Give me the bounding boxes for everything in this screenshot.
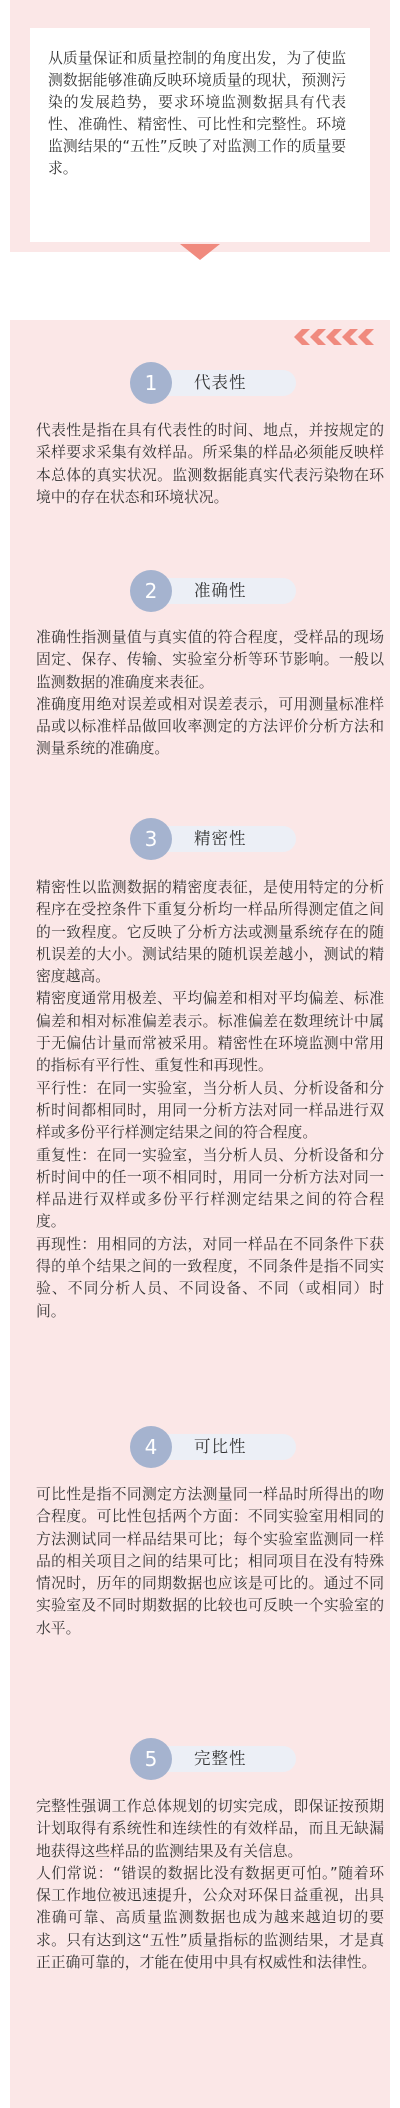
section-number-badge: 1: [130, 362, 172, 404]
intro-card: [30, 28, 370, 242]
section-paragraph: 精密性以监测数据的精密度表征，是使用特定的分析程序在受控条件下重复分析均一样品所得测定值之间的一致程度。它反映了分析方法或测量系统存在的随机误差的大小。测试结果的随机误差越小，测试的精密度越高。: [36, 879, 384, 986]
section-number-badge: 5: [130, 1738, 172, 1780]
section-5-body: [36, 1796, 384, 1974]
section-paragraph: 可比性是指不同测定方法测量同一样品时所得出的吻合程度。可比性包括两个方面：不同实验室用相同的方法测试同一样品结果可比；每个实验室监测同一样品的相关项目之间的结果可比；相同项目在没有特殊情况时，历年的同期数据也应该是可比的。通过不同实验室及不同时期数据的比较也可反映一个实验室的水平。: [36, 1486, 384, 1637]
section-4-body: [36, 1484, 384, 1640]
section-paragraph: 准确性指测量值与真实值的符合程度，受样品的现场固定、保存、传输、实验室分析等环节影响。一般以监测数据的准确度来表征。: [36, 629, 384, 691]
section-number-badge: 2: [130, 570, 172, 612]
intro-pointer-triangle: [180, 244, 220, 260]
section-paragraph: 准确度用绝对误差或相对误差表示，可用测量标准样品或以标准样品做回收率测定的方法评价分析方法和测量系统的准确度。: [36, 695, 384, 758]
section-1-body: [36, 420, 384, 509]
section-4-header: [130, 1426, 330, 1468]
section-2-body: [36, 627, 384, 761]
section-2-header: [130, 570, 330, 612]
section-title: 可比性: [194, 1437, 247, 1456]
section-paragraph: 平行性：在同一实验室，当分析人员、分析设备和分析时间都相同时，用同一分析方法对同一样品进行双样或多份平行样测定结果之间的符合程度。: [36, 1079, 384, 1142]
section-paragraph: 人们常说：“错误的数据比没有数据更可怕。”随着环保工作地位被迅速提升，公众对环保日益重视，出具准确可靠、高质量监测数据也成为越来越迫切的要求。只有达到这“五性”质量指标的监测结果，才是真正正确可靠的，才能在使用中具有权威性和法律性。: [36, 1864, 384, 1972]
section-5-header: [130, 1738, 330, 1780]
section-paragraph: 完整性强调工作总体规划的切实完成，即保证按预期计划取得有系统性和连续性的有效样品，而且无缺漏地获得这些样品的监测结果及有关信息。: [36, 1798, 384, 1860]
section-title: 精密性: [194, 829, 247, 848]
chevron-decoration-icon: [290, 328, 386, 346]
section-3-body: [36, 877, 384, 1323]
section-paragraph: 精密度通常用极差、平均偏差和相对平均偏差、标准偏差和相对标准偏差表示。标准偏差在数理统计中属于无偏估计量而常被采用。精密性在环境监测中常用的指标有平行性、重复性和再现性。: [36, 990, 384, 1075]
intro-text: 从质量保证和质量控制的角度出发，为了使监测数据能够准确反映环境质量的现状，预测污染的发展趋势，要求环境监测数据具有代表性、准确性、精密性、可比性和完整性。环境监测结果的“五性”反映了对监测工作的质量要求。: [48, 50, 346, 177]
section-title: 准确性: [194, 581, 247, 600]
section-paragraph: 重复性：在同一实验室，当分析人员、分析设备和分析时间中的任一项不相同时，用同一分析方法对同一样品进行双样或多份平行样测定结果之间的符合程度。: [36, 1146, 384, 1231]
section-number-badge: 3: [130, 818, 172, 860]
section-paragraph: 代表性是指在具有代表性的时间、地点，并按规定的采样要求采集有效样品。所采集的样品必须能反映样本总体的真实状况。监测数据能真实代表污染物在环境中的存在状态和环境状况。: [36, 422, 384, 506]
section-number-badge: 4: [130, 1426, 172, 1468]
main-panel: [10, 320, 390, 2108]
section-1-header: [130, 362, 330, 404]
section-3-header: [130, 818, 330, 860]
section-title: 代表性: [194, 373, 247, 392]
section-title: 完整性: [194, 1749, 247, 1768]
section-paragraph: 再现性：用相同的方法，对同一样品在不同条件下获得的单个结果之间的一致程度，不同条件是指不同实验、不同分析人员、不同设备、不同（或相同）时间。: [36, 1235, 384, 1320]
